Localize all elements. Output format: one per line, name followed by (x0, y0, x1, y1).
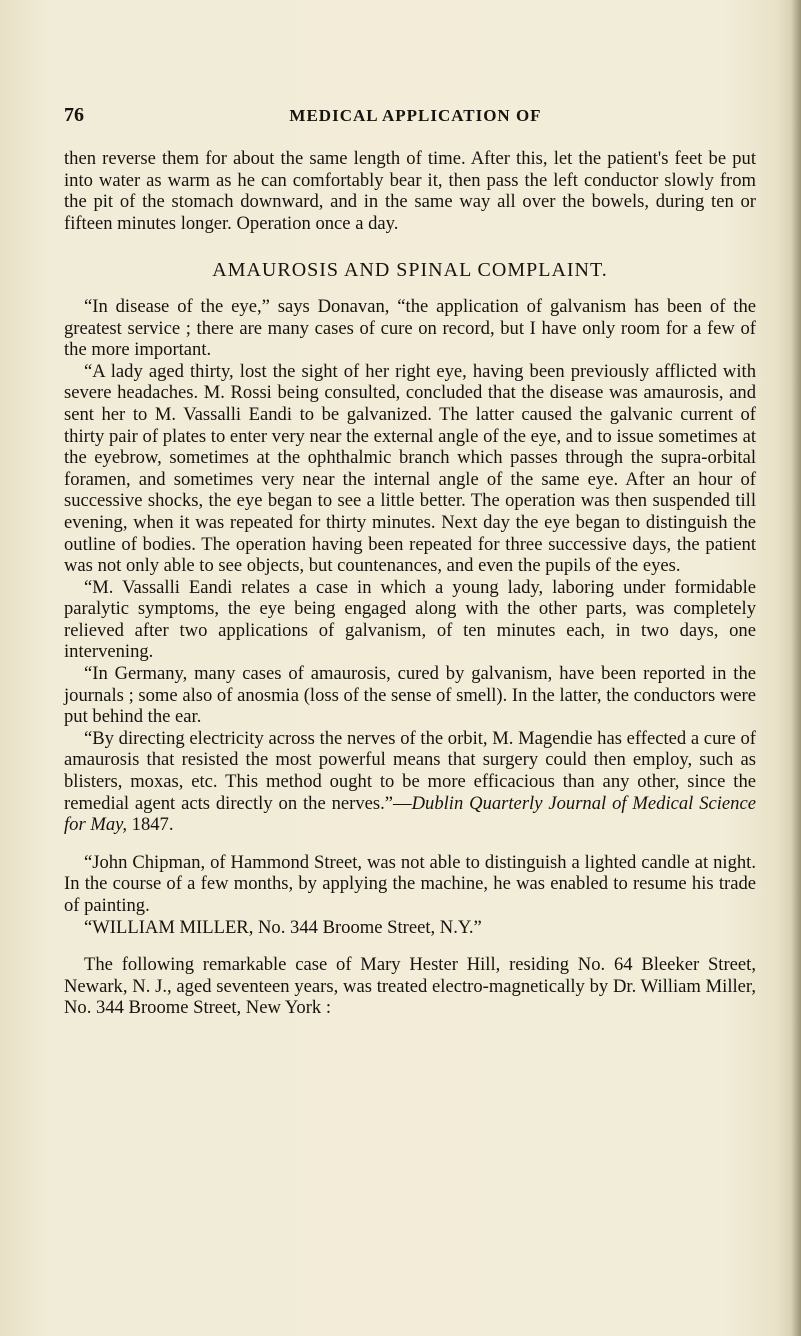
magendie-text: “By directing electricity across the nerves of the orbit, M. Magendie has effected a cure of amaurosis that resisted the most powerful means that surgery could then employ, such as blisters, moxas, etc. This method ought to be more efficacious than any other, since the remedial agent acts directly on the nerves.”— (64, 727, 756, 814)
paragraph-donavan-quote: “In disease of the eye,” says Donavan, “the application of galvanism has been of the greatest service ; there are many cases of cure on record, but I have only room for a few of the more important. (64, 295, 756, 361)
citation-year: 1847. (127, 814, 174, 836)
paragraph-continuation: then reverse them for about the same length of time. After this, let the patient's feet be put into water as warm as he can comfortably bear it, then pass the left conductor slowly from the pit of the stomach downward, and in the same way all over the bowels, during ten or fifteen minutes longer. Operation once a day. (64, 148, 756, 234)
page-edge-shadow (791, 0, 801, 1336)
paragraph-chipman: “John Chipman, of Hammond Street, was not able to distinguish a lighted candle at night. In the course of a few months, by applying the machine, he was enabled to resume his trade of painting. (64, 851, 756, 916)
paragraph-mary-hill: The following remarkable case of Mary Hester Hill, residing No. 64 Bleeker Street, Newark, N. J., aged seventeen years, was treated electro-magnetically by Dr. William Miller, No. 344 Broome Street, New York : (64, 954, 756, 1019)
running-head: MEDICAL APPLICATION OF (289, 106, 542, 125)
paragraph-germany: “In Germany, many cases of amaurosis, cured by galvanism, have been reported in the journals ; some also of anosmia (loss of the sense of smell). In the latter, the conductors were put behind the ear. (64, 663, 756, 728)
paragraph-lady-case: “A lady aged thirty, lost the sight of her right eye, having been previously afflicted with severe headaches. M. Rossi being consulted, concluded that the disease was amaurosis, and sent her to M. Vassalli Eandi to be galvanized. The latter caused the galvanic current of thirty pair of plates to enter very near the external angle of the eye, and to issue sometimes at the eyebrow, sometimes at the ophthalmic branch which passes through the supra-orbital foramen, and sometimes very near the internal angle of the same eye. After an hour of successive shocks, the eye began to see a little better. The operation was then suspended till evening, when it was repeated for thirty minutes. Next day the eye began to distinguish the outline of bodies. The operation having been repeated for three successive days, the patient was not only able to see objects, but countenances, and even the pupils of the eyes. (64, 360, 756, 577)
page-header (64, 104, 767, 128)
section-title: AMAUROSIS AND SPINAL COMPLAINT. (212, 259, 608, 282)
page-body (64, 148, 756, 1019)
journal-citation: Dublin Quarterly Journal of Medical Science for May, (64, 792, 756, 836)
paragraph-vassalli-case: “M. Vassalli Eandi relates a case in which a young lady, laboring under formidable paralytic symptoms, the eye being engaged along with the other parts, was completely relieved after two applications of galvanism, of ten minutes each, in two days, one intervening. (64, 576, 756, 663)
paragraph-magendie (64, 728, 756, 836)
page-number: 76 (64, 104, 84, 126)
signature-line: “WILLIAM MILLER, No. 344 Broome Street, N.Y.” (84, 916, 482, 938)
